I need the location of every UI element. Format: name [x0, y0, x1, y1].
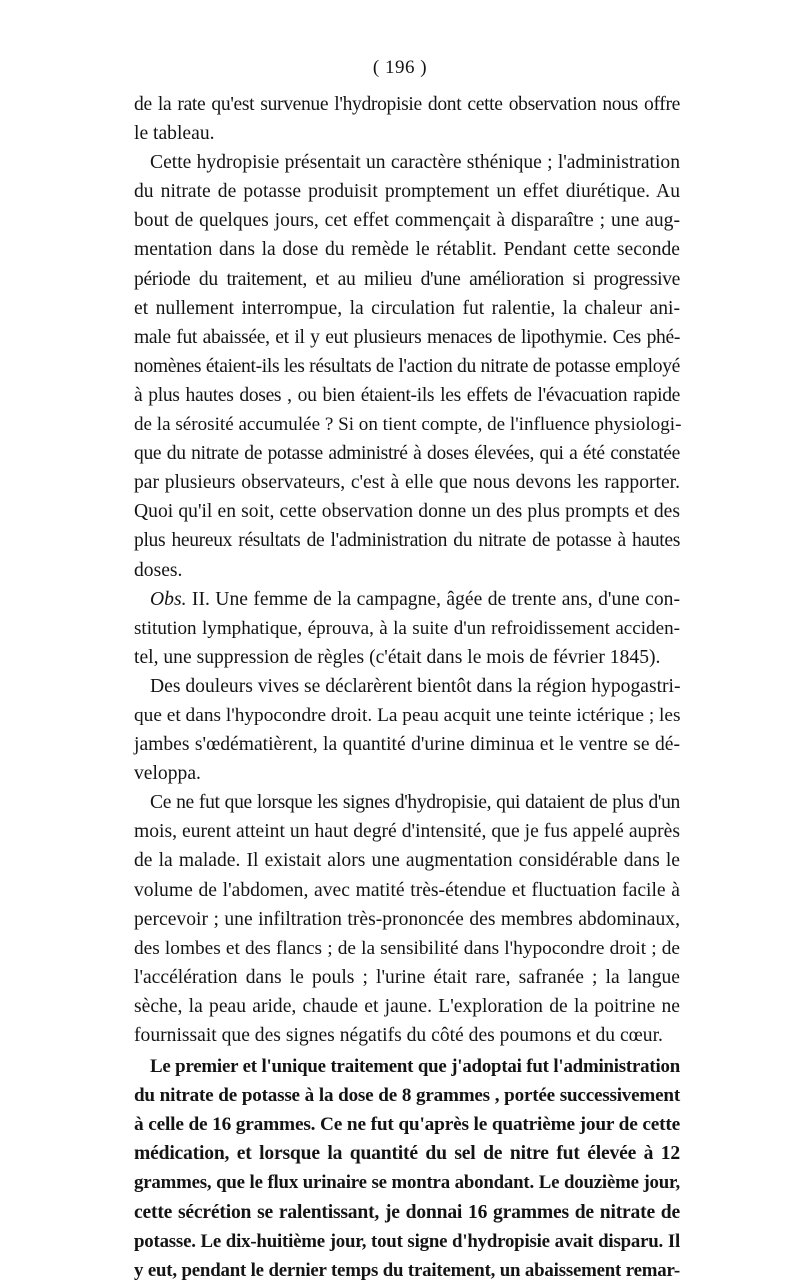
text-line: que et dans l'hypocondre droit. La peau acquit une teinte ictérique ; les: [134, 704, 681, 726]
text-line: sèche, la peau aride, chaude et jaune. L'exploration de la poitrine ne: [134, 995, 680, 1017]
text-line: volume de l'abdomen, avec matité très-étendue et fluctuation facile à: [134, 879, 680, 901]
text-line: bout de quelques jours, cet effet commençait à disparaître ; une aug-: [134, 210, 680, 232]
text-line: de la malade. Il existait alors une augmentation considérable dans le: [134, 850, 680, 872]
observation-label: Obs.: [150, 588, 187, 610]
text-line: Quoi qu'il en soit, cette observation donne un des plus prompts et des: [134, 501, 680, 523]
text-line: male fut abaissée, et il y eut plusieurs menaces de lipothymie. Ces phé-: [134, 326, 680, 348]
text-line: du nitrate de potasse produisit promptement un effet diurétique. Au: [134, 181, 680, 203]
observation-paragraph: [134, 585, 680, 672]
text-line: du nitrate de potasse à la dose de 8 grammes , portée successivement: [134, 1085, 680, 1107]
text-line: fournissait que des signes négatifs du côté des poumons et du cœur.: [134, 1025, 663, 1046]
text-line: des lombes et des flancs ; de la sensibilité dans l'hypocondre droit ; de: [134, 937, 680, 959]
text-line: plus heureux résultats de l'administration du nitrate de potasse à hautes: [134, 530, 680, 552]
text-line: doses.: [134, 559, 183, 581]
text-line: par plusieurs observateurs, c'est à elle que nous devons les rapporter.: [134, 472, 680, 494]
text-line: Ce ne fut que lorsque les signes d'hydropisie, qui dataient de plus d'un: [150, 792, 680, 814]
text-line: de la sérosité accumulée ? Si on tient compte, de l'influence physiologi-: [134, 414, 682, 436]
text-line: que du nitrate de potasse administré à doses élevées, qui a été constatée: [134, 443, 680, 465]
text-line: nomènes étaient-ils les résultats de l'action du nitrate de potasse employé: [134, 355, 680, 377]
text-line: grammes, que le flux urinaire se montra abondant. Le douzième jour,: [134, 1172, 680, 1194]
paragraph: [134, 148, 680, 584]
body-text: [134, 90, 680, 1285]
text-line: potasse. Le dix-huitième jour, tout signe d'hydropisie avait disparu. Il: [134, 1230, 680, 1252]
text-line: cette sécrétion se ralentissant, je donnai 16 grammes de nitrate de: [134, 1201, 680, 1223]
text-line: Cette hydropisie présentait un caractère sthénique ; l'administration: [150, 152, 680, 174]
text-line: mois, eurent atteint un haut degré d'intensité, que je fus appelé auprès: [134, 821, 680, 843]
text-line: stitution lymphatique, éprouva, à la suite d'un refroidissement acciden-: [134, 617, 680, 639]
text-line: Le premier et l'unique traitement que j'adoptai fut l'administration: [150, 1056, 680, 1078]
text-line: tel, une suppression de règles (c'était dans le mois de février 1845).: [134, 646, 661, 668]
text-line: l'accélération dans le pouls ; l'urine était rare, safranée ; la langue: [134, 966, 680, 988]
paragraph: [134, 788, 680, 1050]
paragraph: [134, 1052, 680, 1285]
text-line: jambes s'œdématièrent, la quantité d'urine diminua et le ventre se dé-: [134, 734, 680, 756]
text-line: de la rate qu'est survenue l'hydropisie dont cette observation nous offre: [134, 94, 680, 115]
text-line: percevoir ; une infiltration très-prononcée des membres abdominaux,: [134, 908, 680, 930]
paragraph: [134, 672, 680, 788]
paragraph: [134, 90, 680, 148]
text-line: période du traitement, et au milieu d'une amélioration si progressive: [134, 268, 680, 290]
text-line: à plus hautes doses , ou bien étaient-ils les effets de l'évacuation rapide: [134, 384, 680, 406]
observation-heading-text: II. Une femme de la campagne, âgée de trente ans, d'une con-: [186, 588, 680, 610]
page-number: ( 196 ): [372, 57, 428, 78]
text-line: médication, et lorsque la quantité du sel de nitre fut élevée à 12: [134, 1143, 680, 1165]
text-line: veloppa.: [134, 763, 201, 785]
text-line: et nullement interrompue, la circulation fut ralentie, la chaleur ani-: [134, 297, 680, 319]
text-line: [134, 585, 680, 614]
text-line: le tableau.: [134, 123, 215, 145]
text-line: à celle de 16 grammes. Ce ne fut qu'après le quatrième jour de cette: [134, 1114, 680, 1136]
text-line: mentation dans la dose du remède le rétablit. Pendant cette seconde: [134, 239, 680, 261]
text-line: Des douleurs vives se déclarèrent bientôt dans la région hypogastri-: [150, 675, 681, 697]
text-line: y eut, pendant le dernier temps du traitement, un abaissement remar-: [134, 1259, 680, 1281]
